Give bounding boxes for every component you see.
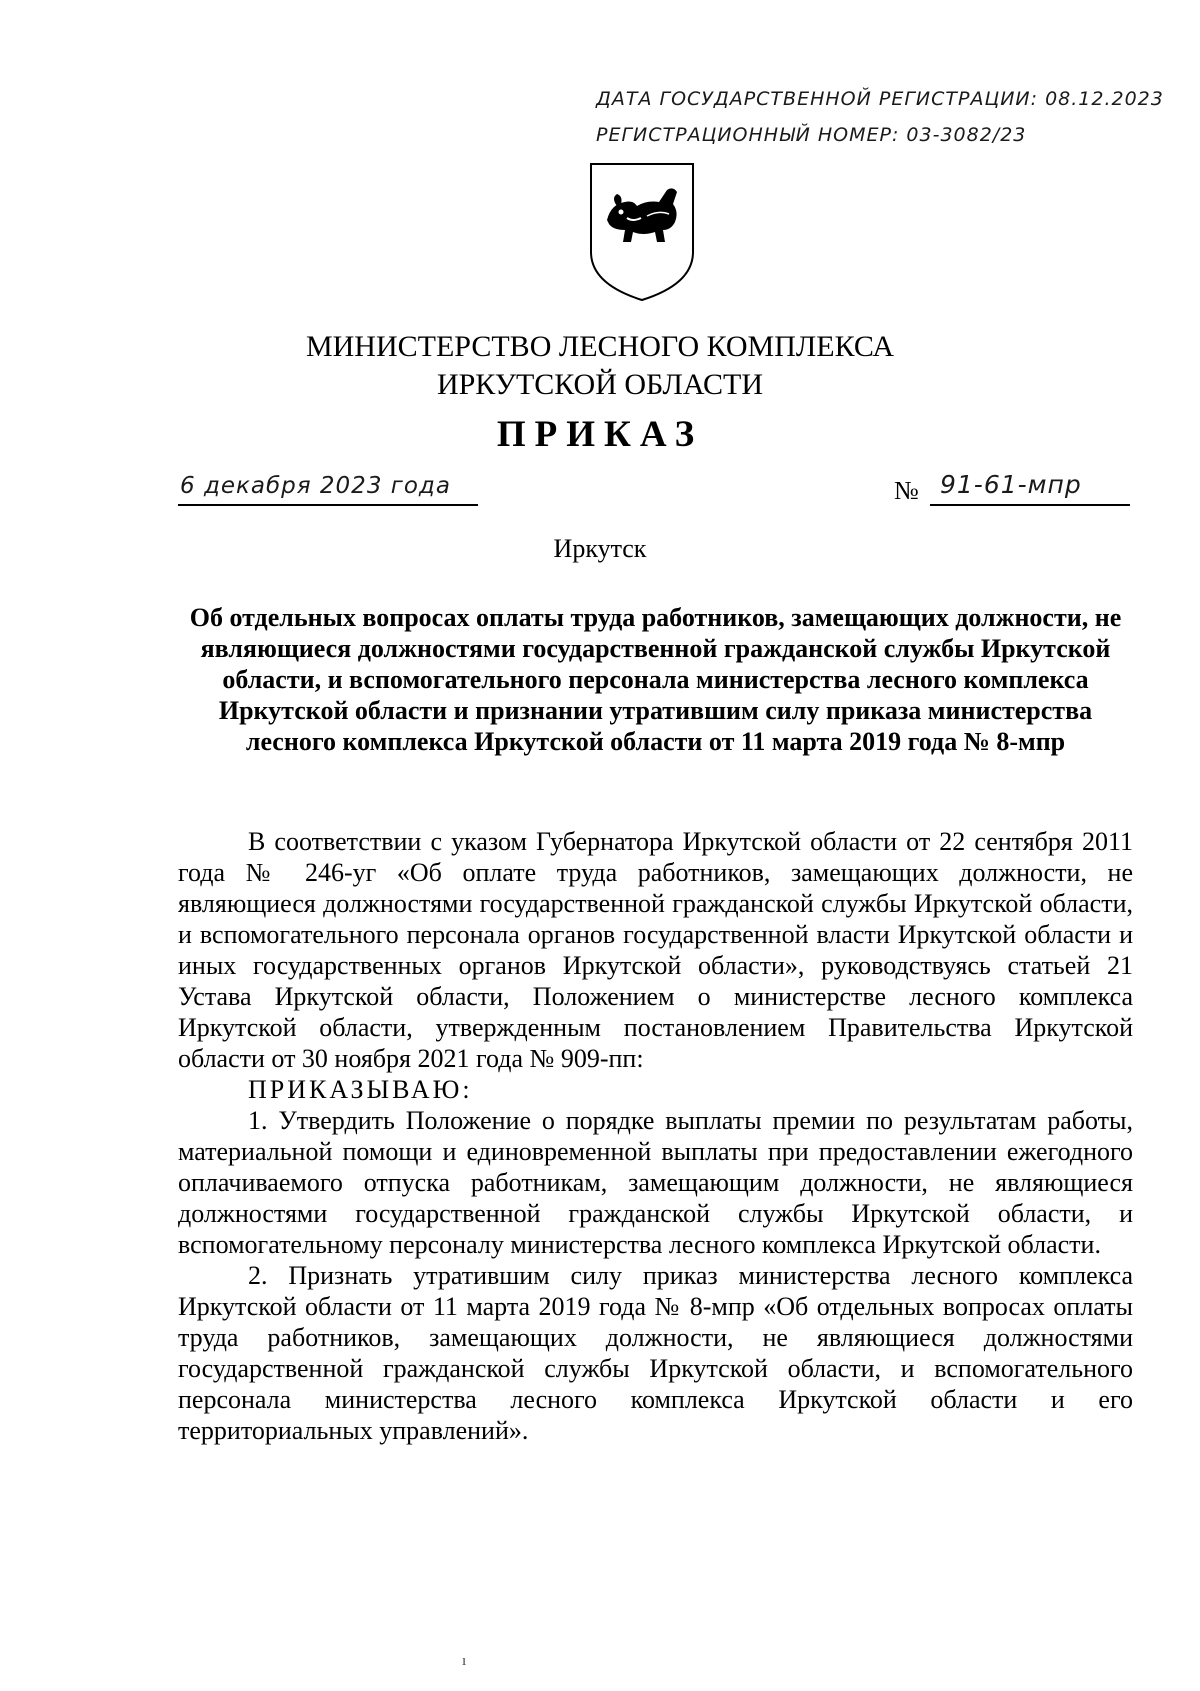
preamble-paragraph: В соответствии с указом Губернатора Иркутской области от 22 сентября 2011 года № 246-уг «Об оплате труда работников, замещающих должности, не являющиеся должностями государственной гражданской службы Иркутской области, и вспомогательного персонала органов государственной власти Иркутской области и иных государственных органов Иркутской области», руководствуясь статьей 21 Устава Иркутской области, Положением о министерстве лесного комплекса Иркутской области, утвержденным постановлением Правительства Иркутской области от 30 ноября 2021 года № 909-пп:: [178, 827, 1133, 1073]
order-body: [178, 826, 1133, 1446]
irkutsk-coat-of-arms-icon: [587, 160, 697, 304]
ordered-keyword: ПРИКАЗЫВАЮ:: [248, 1075, 473, 1104]
order-number: 91-61-мпр: [940, 470, 1082, 499]
document-type-title: ПРИКАЗ: [496, 414, 704, 455]
registration-date-line: ДАТА ГОСУДАРСТВЕННОЙ РЕГИСТРАЦИИ: 08.12.2023: [596, 88, 1164, 110]
order-subject-heading: Об отдельных вопросах оплаты труда работников, замещающих должности, не являющиеся должностями государственной гражданской службы Иркутской области, и вспомогательного персонала министерства лесного комплекса Иркутской области и признании утратившим силу приказа министерства лесного комплекса Иркутской области от 11 марта 2019 года № 8-мпр: [189, 603, 1122, 756]
order-date: 6 декабря 2023 года: [180, 473, 451, 499]
order-number-underline: [930, 504, 1130, 506]
order-item-2: 2. Признать утратившим силу приказ министерства лесного комплекса Иркутской области от 11 марта 2019 года № 8-мпр «Об отдельных вопросах оплаты труда работников, замещающих должности, не являющиеся должностями государственной гражданской службы Иркутской области, и вспомогательного персонала министерства лесного комплекса Иркутской области и его территориальных управлений».: [178, 1261, 1133, 1445]
order-item-1: 1. Утвердить Положение о порядке выплаты премии по результатам работы, материальной помощи и единовременной выплаты при предоставлении ежегодного оплачиваемого отпуска работникам, замещающим должности, не являющиеся должностями государственной гражданской службы Иркутской области, и вспомогательному персоналу министерства лесного комплекса Иркутской области.: [178, 1106, 1133, 1259]
ministry-name-line2: ИРКУТСКОЙ ОБЛАСТИ: [436, 368, 764, 401]
registration-number-line: РЕГИСТРАЦИОННЫЙ НОМЕР: 03-3082/23: [596, 124, 1027, 146]
order-date-underline: [178, 504, 478, 506]
city-name: Иркутск: [553, 534, 647, 563]
ministry-name: [0, 328, 1200, 404]
ministry-name-line1: МИНИСТЕРСТВО ЛЕСНОГО КОМПЛЕКСА: [305, 330, 895, 363]
order-number-sign: №: [894, 476, 919, 505]
page-mark: ı: [462, 1653, 467, 1669]
